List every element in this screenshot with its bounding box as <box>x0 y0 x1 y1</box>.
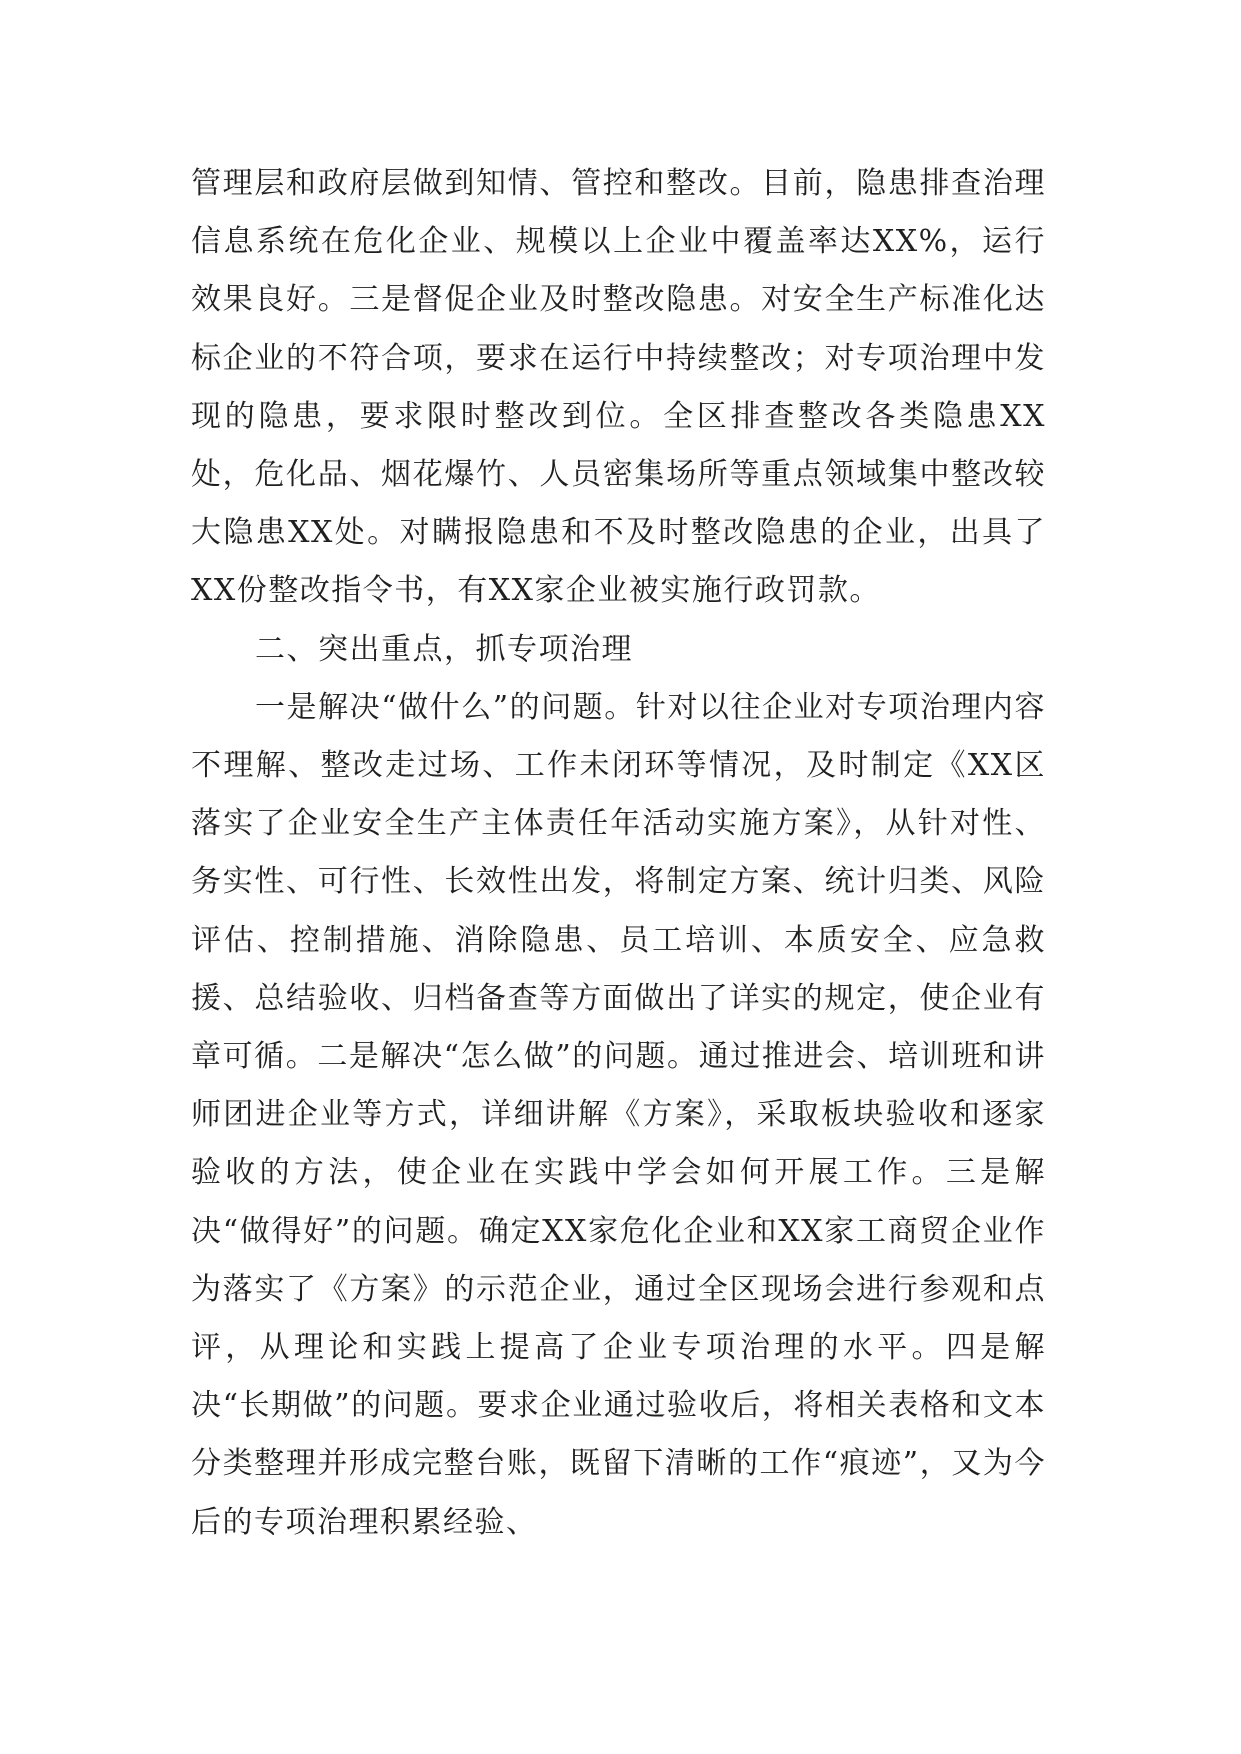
paragraph-hazard-rectification: 管理层和政府层做到知情、管控和整改。目前，隐患排查治理信息系统在危化企业、规模以上企业中覆盖率达XX%，运行效果良好。三是督促企业及时整改隐患。对安全生产标准化达标企业的不符合项，要求在运行中持续整改；对专项治理中发现的隐患，要求限时整改到位。全区排查整改各类隐患XX处，危化品、烟花爆竹、人员密集场所等重点领域集中整改较大隐患XX处。对瞒报隐患和不及时整改隐患的企业，出具了XX份整改指令书，有XX家企业被实施行政罚款。 <box>191 166 1046 609</box>
section-heading: 二、突出重点，抓专项治理 <box>255 631 633 667</box>
paragraph-special-governance: 一是解决“做什么”的问题。针对以往企业对专项治理内容不理解、整改走过场、工作未闭环等情况，及时制定《XX区落实了企业安全生产主体责任年活动实施方案》，从针对性、务实性、可行性、长效性出发，将制定方案、统计归类、风险评估、控制措施、消除隐患、员工培训、本质安全、应急救援、总结验收、归档备查等方面做出了详实的规定，使企业有章可循。二是解决“怎么做”的问题。通过推进会、培训班和讲师团进企业等方式，详细讲解《方案》，采取板块验收和逐家验收的方法，使企业在实践中学会如何开展工作。三是解决“做得好”的问题。确定XX家危化企业和XX家工商贸企业作为落实了《方案》的示范企业，通过全区现场会进行参观和点评，从理论和实践上提高了企业专项治理的水平。四是解决“长期做”的问题。要求企业通过验收后，将相关表格和文本分类整理并形成完整台账，既留下清晰的工作“痕迹”，又为今后的专项治理积累经验、 <box>191 689 1046 1540</box>
document-body <box>191 155 1046 1552</box>
